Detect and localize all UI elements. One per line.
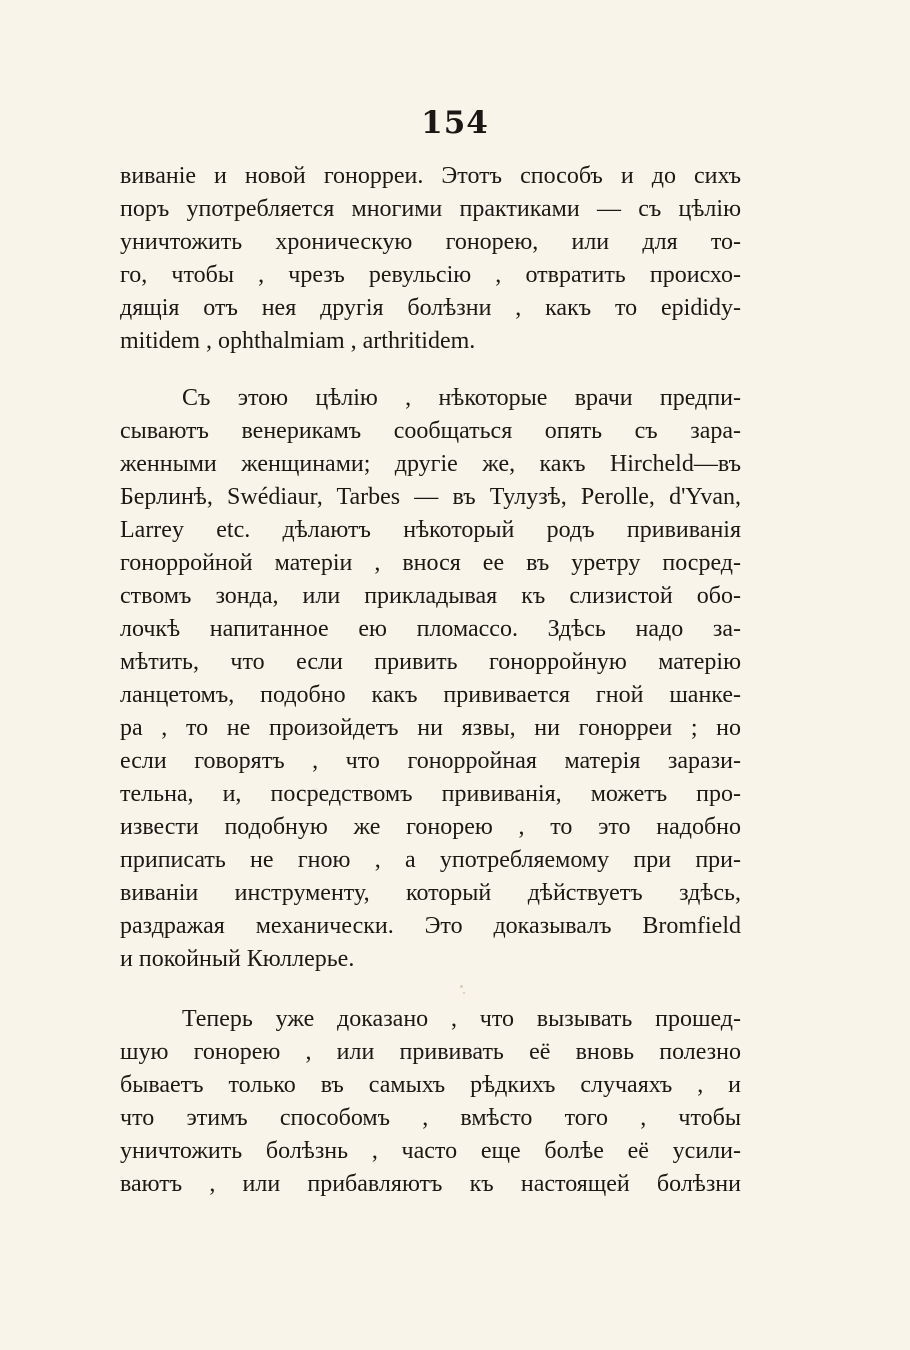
text-line: виваніи инструменту, который дѣйствуетъ здѣсь,: [120, 880, 741, 906]
paper-speck: [463, 992, 465, 994]
text-line: Larrey etc. дѣлаютъ нѣкоторый родъ прививанія: [120, 517, 741, 543]
text-line: го, чтобы , чрезъ ревульсію , отвратить происхо-: [120, 262, 741, 288]
text-line: тельна, и, посредствомъ прививанія, можетъ про-: [120, 781, 741, 807]
text-line: уничтожить хроническую гонорею, или для то-: [120, 229, 741, 255]
text-line: виваніе и новой гонорреи. Этотъ способъ и до сихъ: [120, 163, 741, 189]
text-line: гонорройной матеріи , внося ее въ уретру посред-: [120, 550, 741, 576]
paper-speck: [460, 985, 463, 988]
page-number: 154: [421, 105, 489, 141]
text-line: ланцетомъ, подобно какъ прививается гной шанке-: [120, 682, 741, 708]
text-line: женными женщинами; другіе же, какъ Hirchеld—въ: [120, 451, 741, 477]
text-line: мѣтить, что если привить гонорройную матерію: [120, 649, 741, 675]
text-line: ра , то не произойдетъ ни язвы, ни гонорреи ; но: [120, 715, 741, 741]
text-line: бываетъ только въ самыхъ рѣдкихъ случаяхъ , и: [120, 1072, 741, 1098]
text-line: ваютъ , или прибавляютъ къ настоящей болѣзни: [120, 1171, 741, 1197]
text-line: приписать не гною , а употребляемому при при-: [120, 847, 741, 873]
text-line: раздражая механически. Это доказывалъ Bromfield: [120, 913, 741, 939]
text-line: Теперь уже доказано , что вызывать прошед-: [182, 1006, 741, 1032]
paragraph-1: [120, 160, 741, 358]
text-line: шую гонорею , или прививать её вновь полезно: [120, 1039, 741, 1065]
text-line: извести подобную же гонорею , то это надобно: [120, 814, 741, 840]
text-line: mitidem , ophthalmiam , arthritidem.: [120, 328, 476, 354]
text-line: лочкѣ напитанное ею пломассо. Здѣсь надо за-: [120, 616, 741, 642]
text-line: если говорятъ , что гонорройная матерія зарази-: [120, 748, 741, 774]
paragraph-3: [120, 1003, 741, 1201]
text-line: ствомъ зонда, или прикладывая къ слизистой обо-: [120, 583, 741, 609]
text-line: уничтожить болѣзнь , часто еще болѣе её усили-: [120, 1138, 741, 1164]
text-line: Берлинѣ, Swédiaur, Tarbes — въ Тулузѣ, Perolle, d'Yvan,: [120, 484, 741, 510]
paragraph-2: [120, 382, 741, 976]
text-line: сываютъ венерикамъ сообщаться опять съ зара-: [120, 418, 741, 444]
text-line: Съ этою цѣлію , нѣкоторые врачи предпи-: [182, 385, 741, 411]
text-line: что этимъ способомъ , вмѣсто того , чтобы: [120, 1105, 741, 1131]
text-line: и покойный Кюллерье.: [120, 946, 355, 972]
text-line: поръ употребляется многими практиками — съ цѣлію: [120, 196, 741, 222]
text-line: дящія отъ нея другія болѣзни , какъ то epididy-: [120, 295, 741, 321]
